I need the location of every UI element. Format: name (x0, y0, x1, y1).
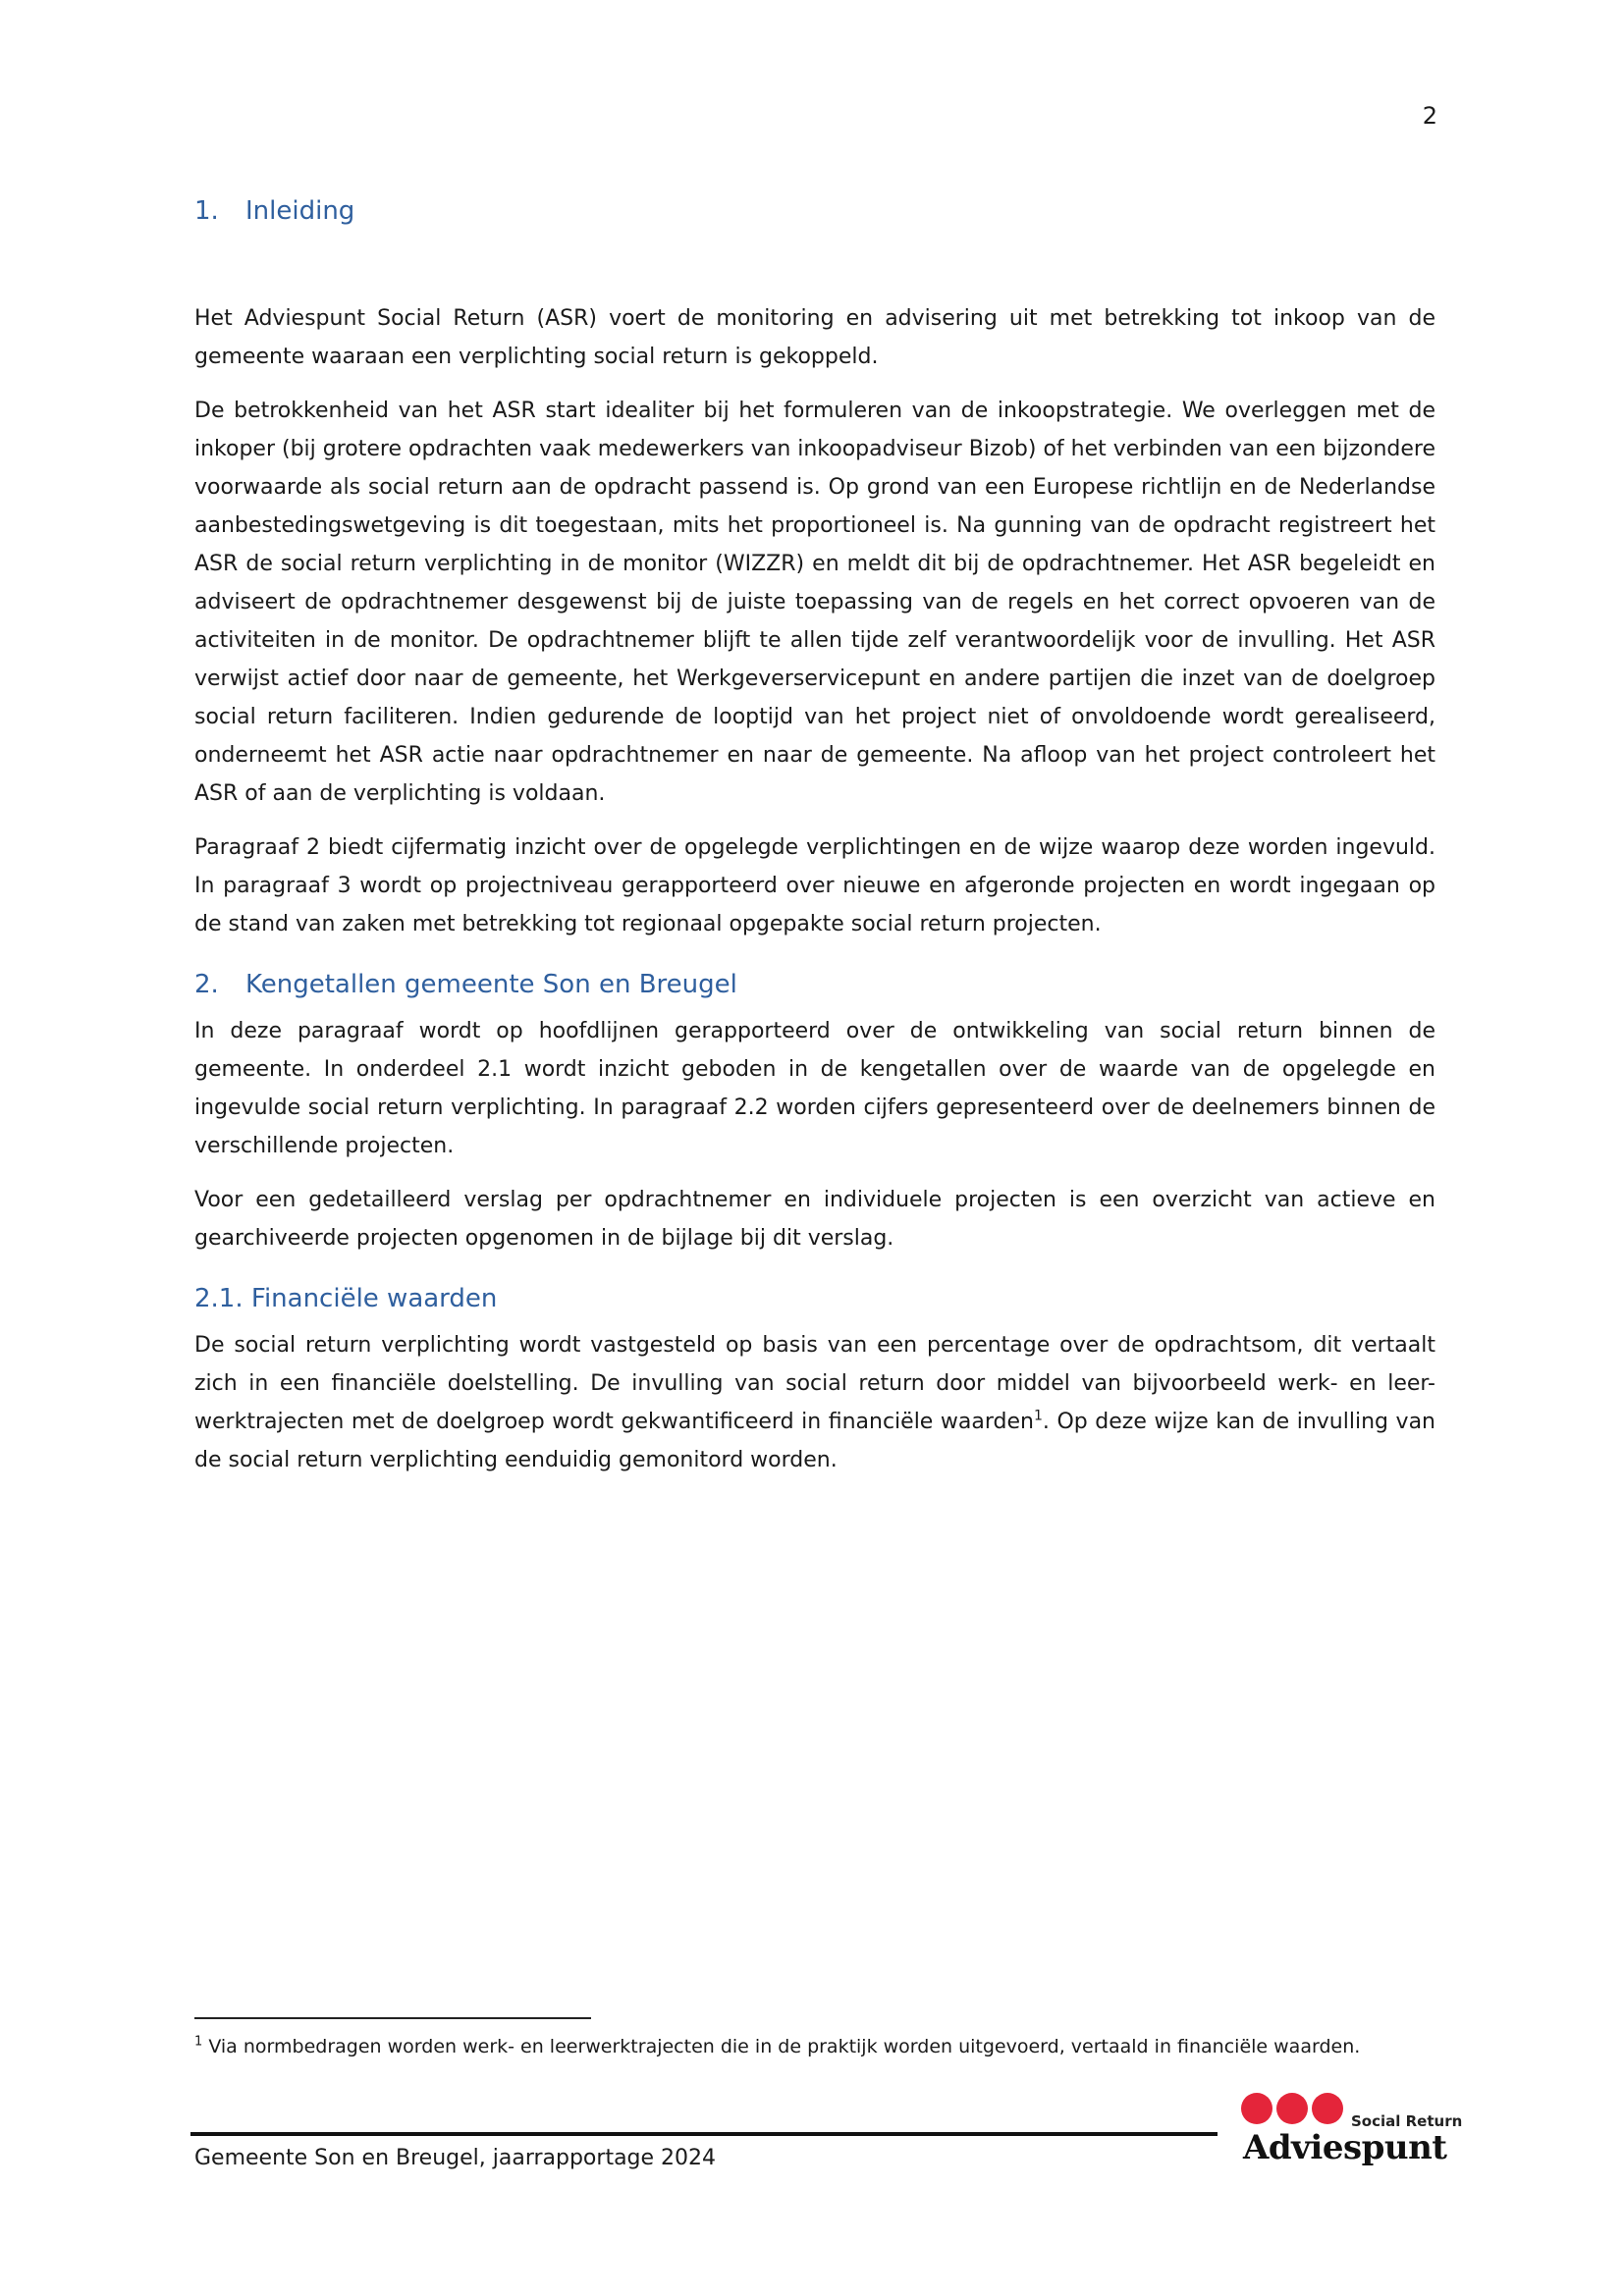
footnote-text: Via normbedragen worden werk- en leerwerktrajecten die in de praktijk worden uitgevoerd, vertaald in financiële waarden. (202, 2036, 1361, 2057)
paragraph: Voor een gedetailleerd verslag per opdrachtnemer en individuele projecten is een overzicht van actieve en gearchiveerde projecten opgenomen in de bijlage bij dit verslag. (194, 1188, 1435, 1251)
section-heading-inleiding (194, 191, 1435, 231)
adviespunt-logo (1239, 2093, 1467, 2181)
logo-dot-icon (1312, 2093, 1343, 2124)
logo-dot-icon (1276, 2093, 1308, 2124)
footer-rule (190, 2132, 1218, 2136)
page-number: 2 (1422, 102, 1437, 130)
paragraph (194, 1326, 1435, 1479)
section-title: Kengetallen gemeente Son en Breugel (245, 970, 737, 999)
paragraph: De betrokkenheid van het ASR start idealiter bij het formuleren van de inkoopstrategie. We overleggen met de inkoper (bij grotere opdrachten vaak medewerkers van inkoopadviseur Bizob) of het verbinden van een bijzondere voorwaarde als social return aan de opdracht passend is. Op grond van een Europese richtlijn en de Nederlandse aanbestedingswetgeving is dit toegestaan, mits het proportioneel is. Na gunning van de opdracht registreert het ASR de social return verplichting in de monitor (WIZZR) en meldt dit bij de opdrachtnemer. Het ASR begeleidt en adviseert de opdrachtnemer desgewenst bij de juiste toepassing van de regels en het correct opvoeren van de activiteiten in de monitor. De opdrachtnemer blijft te allen tijde zelf verantwoordelijk voor de invulling. Het ASR verwijst actief door naar de gemeente, het Werkgeverservicepunt en andere partijen die inzet van de doelgroep social return faciliteren. Indien gedurende de looptijd van het project niet of onvoldoende wordt gerealiseerd, onderneemt het ASR actie naar opdrachtnemer en naar de gemeente. Na afloop van het project controleert het ASR of aan de verplichting is voldaan. (194, 399, 1435, 806)
logo-wordmark: Adviespunt (1243, 2128, 1447, 2167)
footnote-marker: 1 (194, 2034, 203, 2050)
paragraph: In deze paragraaf wordt op hoofdlijnen gerapporteerd over de ontwikkeling van social return binnen de gemeente. In onderdeel 2.1 wordt inzicht geboden in de kengetallen over de waarde van de opgelegde en ingevulde social return verplichting. In paragraaf 2.2 worden cijfers gepresenteerd over de deelnemers binnen de verschillende projecten. (194, 1019, 1435, 1158)
paragraph-text: De social return verplichting wordt vastgesteld op basis van een percentage over de opdrachtsom, dit vertaalt zich in een financiële doelstelling. De invulling van social return door middel van bijvoorbeeld werk- en leer-werktrajecten met de doelgroep wordt gekwantificeerd in financiële waarden (194, 1333, 1435, 1434)
paragraph-text: . Op deze wijze kan de invulling van de social return verplichting eenduidig gemonitord worden. (194, 1410, 1435, 1472)
paragraph: Paragraaf 2 biedt cijfermatig inzicht over de opgelegde verplichtingen en de wijze waarop deze worden ingevuld. In paragraaf 3 wordt op projectniveau gerapporteerd over nieuwe en afgeronde projecten en wordt ingegaan op de stand van zaken met betrekking tot regionaal opgepakte social return projecten. (194, 835, 1435, 936)
section-title: Inleiding (245, 196, 355, 226)
section-number: 1. (194, 196, 219, 226)
footnote (194, 2032, 1435, 2062)
footnote-separator (194, 2017, 591, 2019)
logo-subtitle: Social Return (1351, 2112, 1463, 2130)
subsection-heading-financiele-waarden: 2.1. Financiële waarden (194, 1284, 498, 1313)
logo-dot-icon (1241, 2093, 1272, 2124)
document-body (194, 191, 1435, 1479)
footer-text: Gemeente Son en Breugel, jaarrapportage 2024 (194, 2146, 717, 2170)
section-heading-kengetallen (194, 965, 1435, 1004)
paragraph: Het Adviespunt Social Return (ASR) voert de monitoring en advisering uit met betrekking tot inkoop van de gemeente waaraan een verplichting social return is gekoppeld. (194, 306, 1435, 369)
footnote-reference[interactable]: 1 (1033, 1408, 1043, 1424)
section-number: 2. (194, 970, 219, 999)
